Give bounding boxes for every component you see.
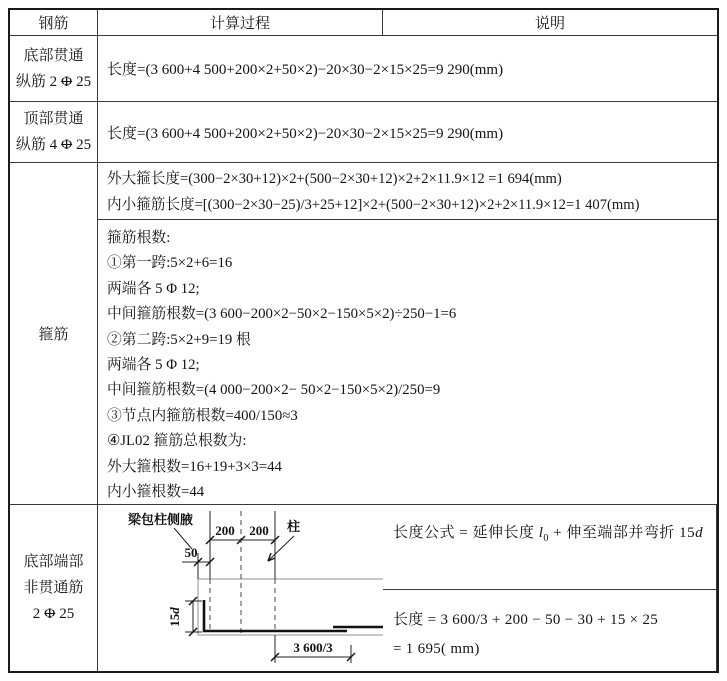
- stirrup-count-line: 箍筋根数:: [107, 230, 171, 246]
- dim-50: 50: [184, 545, 198, 560]
- end-length-formula-line2: = 1 695( mm): [393, 641, 480, 657]
- column-label: 柱: [287, 519, 301, 534]
- rebar-grade-symbol: Φ: [44, 606, 56, 622]
- row-top-formula-cell: [98, 102, 717, 163]
- header-cell-rebar: [10, 10, 98, 36]
- row-top-label-cell: [10, 102, 98, 163]
- row-top-formula: 长度=(3 600+4 500+200×2+50×2)−20×30−2×15×25=9 290(mm): [107, 125, 504, 142]
- row-bottom-formula: 长度=(3 600+4 500+200×2+50×2)−20×30−2×15×25=9 290(mm): [107, 62, 504, 78]
- stirrup-count-line: ③节点内箍筋根数=400/150≈3: [107, 407, 298, 424]
- end-formula-text: 长度公式 = 延伸长度: [393, 525, 539, 541]
- row-bottom-label-line1: 底部贯通: [23, 47, 84, 64]
- stirrup-count-line: 中间箍筋根数=(4 000−200×2− 50×2−150×5×2)/250=9: [107, 382, 441, 399]
- dim-200-right: 200: [249, 523, 269, 538]
- rebar-grade-symbol: Φ: [61, 137, 73, 153]
- row-end-label-cell: [10, 505, 98, 671]
- row-stirrup-label-cell: [10, 163, 98, 505]
- stirrup-length-inner: 内小箍筋长度=[(300−2×30−25)/3+25+12]×2+(500−2×30+12)×2+2×11.9×12=1 407(mm): [107, 197, 640, 213]
- end-bar-diagram-cell: [98, 505, 383, 671]
- row-top-label-line2: 纵筋 4 Φ 25: [15, 137, 92, 153]
- length-symbol-l0: l: [538, 525, 544, 541]
- end-bar-diagram: [98, 505, 383, 671]
- header-cell-note: [383, 10, 717, 36]
- row-top-label-line1: 顶部贯通: [23, 111, 84, 127]
- diameter-symbol-d: d: [695, 525, 704, 541]
- dim-15d: 15d: [167, 607, 182, 627]
- dim-200-left: 200: [215, 523, 235, 538]
- haunch-leader-line: [174, 528, 192, 549]
- row-stirrup-label: 箍筋: [38, 327, 69, 343]
- row-end-label-line3: 2 Φ 25: [32, 606, 75, 622]
- haunch-label: 梁包柱侧腋: [128, 512, 194, 527]
- stirrup-counts-cell: [98, 220, 717, 505]
- header-note-label: 说明: [534, 16, 565, 32]
- row-end-label-line2: 非贯通筋: [23, 580, 84, 596]
- stirrup-lengths-cell: [98, 163, 717, 220]
- row-end-formula2-cell: [383, 590, 717, 671]
- header-process-label: 计算过程: [209, 16, 270, 32]
- stirrup-length-outer: 外大箍长度=(300−2×30+12)×2+(500−2×30+12)×2+2×11.9×12 =1 694(mm): [107, 171, 562, 187]
- end-length-formula-line1: 长度 = 3 600/3 + 200 − 50 − 30 + 15 × 25: [393, 612, 659, 628]
- row-bottom-label-line2: 纵筋 2 Φ 25: [15, 73, 92, 90]
- stirrup-count-line: ④JL02 箍筋总根数为:: [107, 433, 247, 450]
- row-bottom-label-cell: [10, 36, 98, 102]
- row-end-formula1-cell: 长度公式 = 延伸长度 $l_0$ + 伸至端部并弯折 15d: [383, 505, 717, 590]
- stirrup-count-line: 两端各 5 Φ 12;: [107, 280, 200, 297]
- header-cell-process: [98, 10, 383, 36]
- rebar-table: [8, 8, 719, 673]
- stirrup-count-line: 内小箍根数=44: [107, 484, 205, 501]
- stirrup-count-line: 外大箍根数=16+19+3×3=44: [107, 458, 282, 475]
- row-bottom-formula-cell: [98, 36, 717, 102]
- header-rebar-label: 钢筋: [38, 16, 69, 32]
- row-end-label-line1: 底部端部: [23, 554, 84, 570]
- dim-span: 3 600/3: [293, 640, 333, 655]
- stirrup-count-line: 两端各 5 Φ 12;: [107, 357, 200, 374]
- stirrup-count-line: ①第一跨:5×2+6=16: [107, 255, 233, 272]
- rebar-grade-symbol: Φ: [61, 73, 73, 90]
- stirrup-count-line: 中间箍筋根数=(3 600−200×2−50×2−150×5×2)÷250−1=6: [107, 306, 457, 323]
- stirrup-count-line: ②第二跨:5×2+9=19 根: [107, 331, 251, 348]
